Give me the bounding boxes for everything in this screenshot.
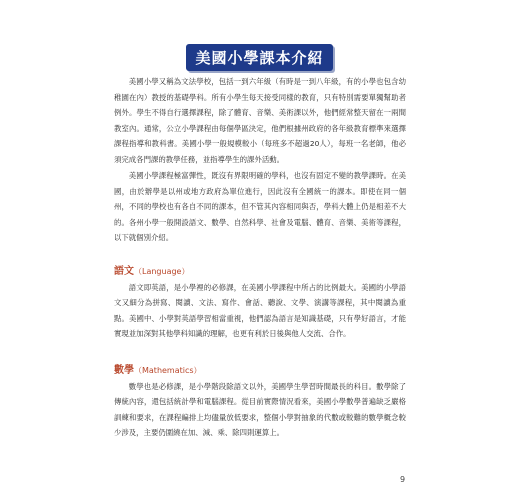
page-title: 美國小學課本介紹: [195, 49, 324, 67]
title-banner: [186, 44, 333, 71]
section-heading-language: [114, 262, 406, 277]
content-body: [114, 74, 406, 441]
section-heading-language-zh: 語文: [114, 265, 134, 277]
intro-paragraph-2: 美國小學課程極富彈性，既沒有界限明確的學科，也沒有固定不變的教學課時。在美國，由於辦學是以州或地方政府為單位進行，因此沒有全國統一的課本。即使在同一個州，不同的學校也有各自不同的課本，但不管其內容相同與否，學科大體上仍是相差不大的。各州小學一般開設語文、數學、自然科學、社會及電腦、體育、音樂、美術等課程，以下就個別介紹。: [114, 171, 406, 242]
section-paragraph-mathematics: 數學也是必修課，是小學階段除語文以外，美國學生學習時間最長的科目。數學除了傳統內容，還包括統計學和電腦課程。從目前實際情況看來，美國小學數學普遍缺乏嚴格訓練和要求，在課程編排上均儘量放低要求，整個小學對抽象的代數或較難的數學概念較少涉及，主要仍圍繞在加、減、乘、除四則運算上。: [114, 381, 406, 437]
section-heading-mathematics: [114, 361, 406, 376]
section-paragraph-language: 語文即英語，是小學裡的必修課，在美國小學課程中所占的比例最大。美國的小學語文又細分為拼寫、閱讀、文法、寫作、會話、聽說、文學、演講等課程，其中閱讀為重點。美國中、小學對英語學習相當重視，他們認為語言是知識基礎，只有學好語言，才能實現並加深對其他學科知識的理解，也更有利於日後與他人交流、合作。: [114, 282, 406, 338]
section-heading-language-en: （Language）: [134, 266, 190, 276]
section-heading-mathematics-en: （Mathematics）: [134, 365, 202, 375]
intro-paragraph-1: 美國小學又稱為文法學校，包括一到六年級（有時是一到八年級，有的小學也包含幼稚園在內）教授的基礎學科。所有小學生每天接受同樣的教育，只有特別需要單獨幫助者例外。學生不得自行選擇課程，除了體育、音樂、美術課以外，他們經常整天留在一兩間教室內。通常，公立小學課程由每個學區決定，他們根據州政府的各年級教育標準來選擇課程指導和教科書。美國小學一般規模較小（每班多不超過20人），每班一名老師，他必須完成各門課的教學任務，並指導學生的課外活動。: [114, 77, 406, 164]
section-heading-mathematics-zh: 數學: [114, 364, 134, 376]
page-number: 9: [400, 475, 406, 484]
